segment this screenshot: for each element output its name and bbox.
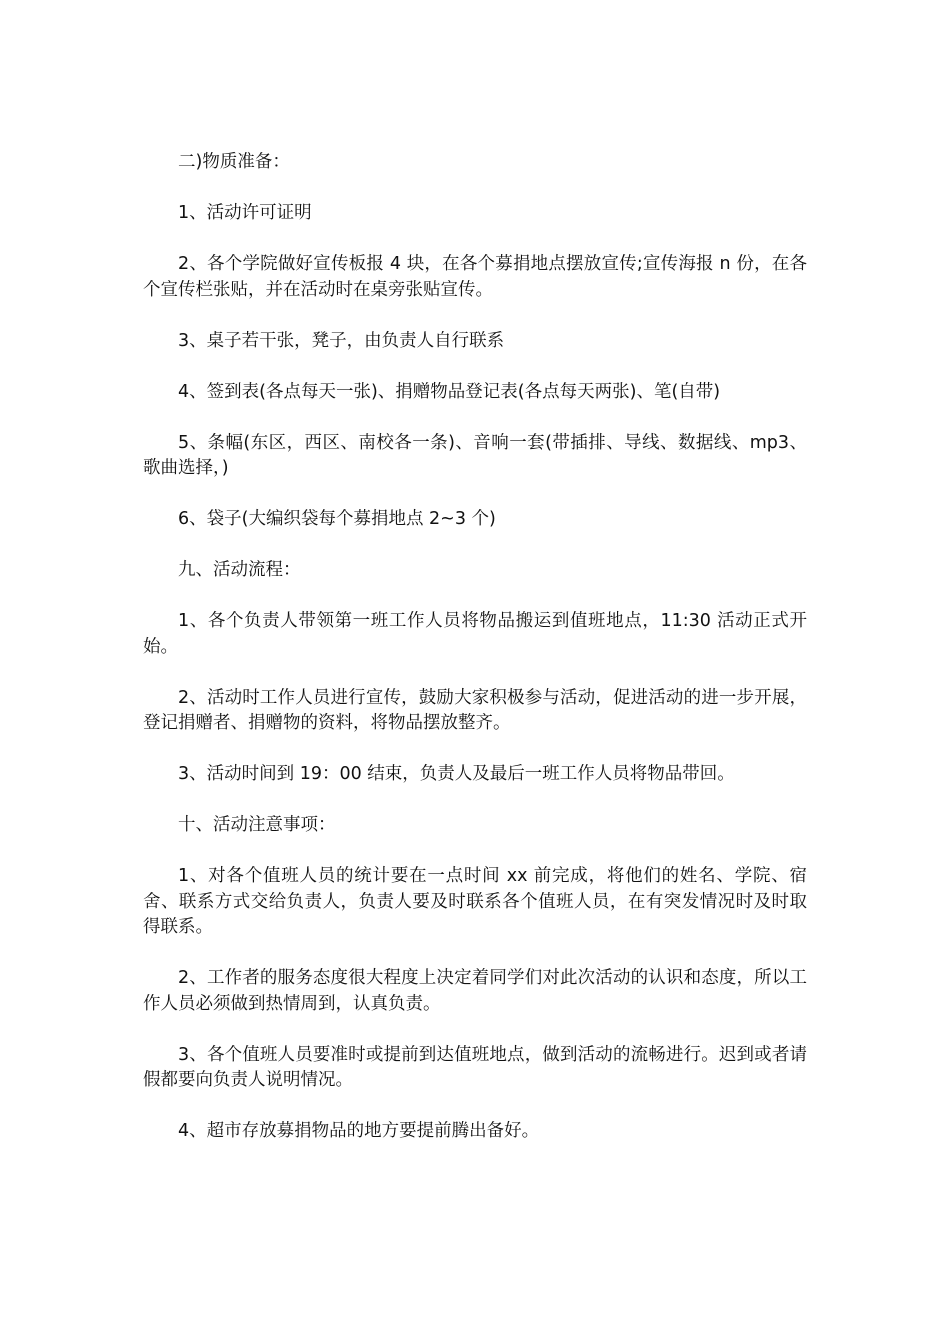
list-item: 2、工作者的服务态度很大程度上决定着同学们对此次活动的认识和态度，所以工作人员必须做到热情周到，认真负责。 [143,968,807,1014]
document-body [143,150,807,1170]
list-item: 3、活动时间到 19：00 结束，负责人及最后一班工作人员将物品带回。 [178,764,735,784]
list-item: 1、对各个值班人员的统计要在一点时间 xx 前完成，将他们的姓名、学院、宿舍、联系方式交给负责人，负责人要及时联系各个值班人员，在有突发情况时及时取得联系。 [143,866,807,937]
list-item: 3、各个值班人员要准时或提前到达值班地点，做到活动的流畅进行。迟到或者请假都要向负责人说明情况。 [143,1044,807,1090]
list-item: 5、条幅(东区，西区、南校各一条)、音响一套(带插排、导线、数据线、mp3、歌曲选择，) [143,432,807,478]
section-heading-materials: 二)物质准备： [178,152,290,172]
section-heading-process: 九、活动流程： [178,560,301,580]
list-item: 6、袋子(大编织袋每个募捐地点 2~3 个) [178,509,496,529]
section-heading-notes: 十、活动注意事项： [178,815,336,835]
list-item: 2、活动时工作人员进行宣传，鼓励大家积极参与活动，促进活动的进一步开展，登记捐赠者、捐赠物的资料，将物品摆放整齐。 [143,687,807,733]
list-item: 4、签到表(各点每天一张)、捐赠物品登记表(各点每天两张)、笔(自带) [178,381,721,402]
list-item: 4、超市存放募捐物品的地方要提前腾出备好。 [178,1121,540,1141]
list-item: 2、各个学院做好宣传板报 4 块，在各个募捐地点摆放宣传;宣传海报 n 份，在各个宣传栏张贴，并在活动时在桌旁张贴宣传。 [143,254,807,300]
list-item: 3、桌子若干张，凳子，由负责人自行联系 [178,330,505,351]
list-item: 1、活动许可证明 [178,203,312,223]
list-item: 1、各个负责人带领第一班工作人员将物品搬运到值班地点，11:30 活动正式开始。 [143,611,807,657]
